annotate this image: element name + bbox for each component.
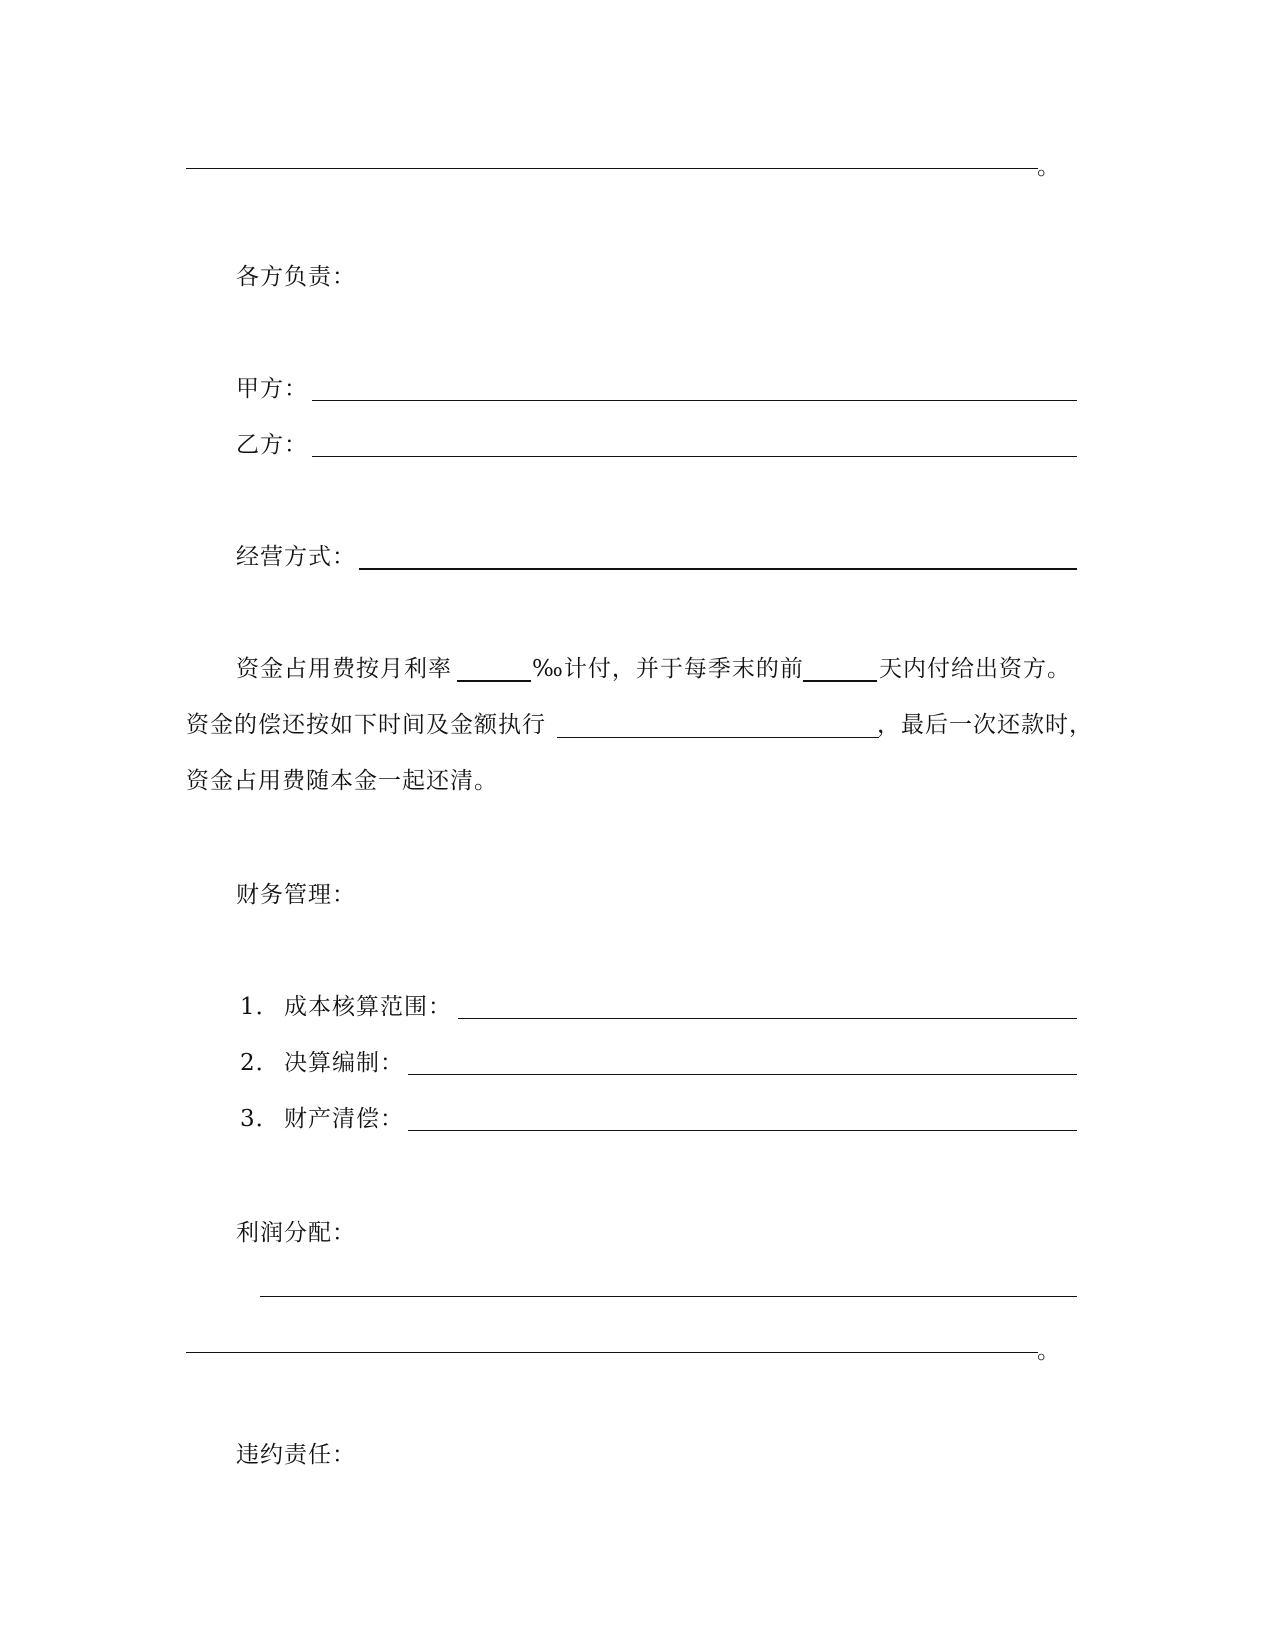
- finance-item-label: 成本核算范围：: [284, 994, 452, 1020]
- finance-item-number: 2．: [240, 1050, 280, 1076]
- section-heading-profit: 利润分配：: [236, 1220, 356, 1246]
- finance-item-label: 决算编制：: [284, 1050, 404, 1076]
- party-a-label: 甲方：: [236, 376, 308, 402]
- section-heading-responsibility: 各方负责：: [236, 264, 356, 290]
- monthly-rate-blank[interactable]: [457, 680, 531, 682]
- repayment-schedule-blank[interactable]: [557, 737, 879, 738]
- fund-fee-text: 资金占用费随本金一起还清。: [186, 768, 498, 794]
- finance-item-label: 财产清偿：: [284, 1106, 404, 1132]
- fund-fee-text: 资金占用费按月利率: [236, 656, 452, 682]
- continuation-blank-line[interactable]: [186, 168, 1038, 169]
- party-b-blank-line[interactable]: [312, 456, 1077, 457]
- section-heading-breach: 违约责任：: [236, 1442, 356, 1468]
- finance-item-number: 1．: [240, 994, 280, 1020]
- business-mode-label: 经营方式：: [236, 544, 356, 570]
- fund-fee-text: ‰计付，并于每季末的前: [532, 656, 804, 682]
- property-settlement-blank-line[interactable]: [408, 1130, 1077, 1131]
- party-a-blank-line[interactable]: [312, 400, 1077, 401]
- fund-fee-text: ，最后一次还款时，: [877, 712, 1093, 738]
- period-mark: 。: [1037, 1338, 1061, 1364]
- cost-accounting-blank-line[interactable]: [458, 1018, 1077, 1019]
- section-heading-finance: 财务管理：: [236, 882, 356, 908]
- final-accounts-blank-line[interactable]: [408, 1074, 1077, 1075]
- period-mark: 。: [1037, 154, 1061, 180]
- business-mode-blank-line[interactable]: [359, 568, 1077, 570]
- profit-distribution-blank-line-2[interactable]: [186, 1352, 1038, 1353]
- fund-fee-text: 天内付给出资方。: [879, 656, 1071, 682]
- fund-fee-text: 资金的偿还按如下时间及金额执行: [186, 712, 546, 738]
- finance-item-number: 3．: [240, 1106, 280, 1132]
- days-blank[interactable]: [803, 680, 877, 682]
- party-b-label: 乙方：: [236, 432, 308, 458]
- profit-distribution-blank-line-1[interactable]: [260, 1296, 1077, 1297]
